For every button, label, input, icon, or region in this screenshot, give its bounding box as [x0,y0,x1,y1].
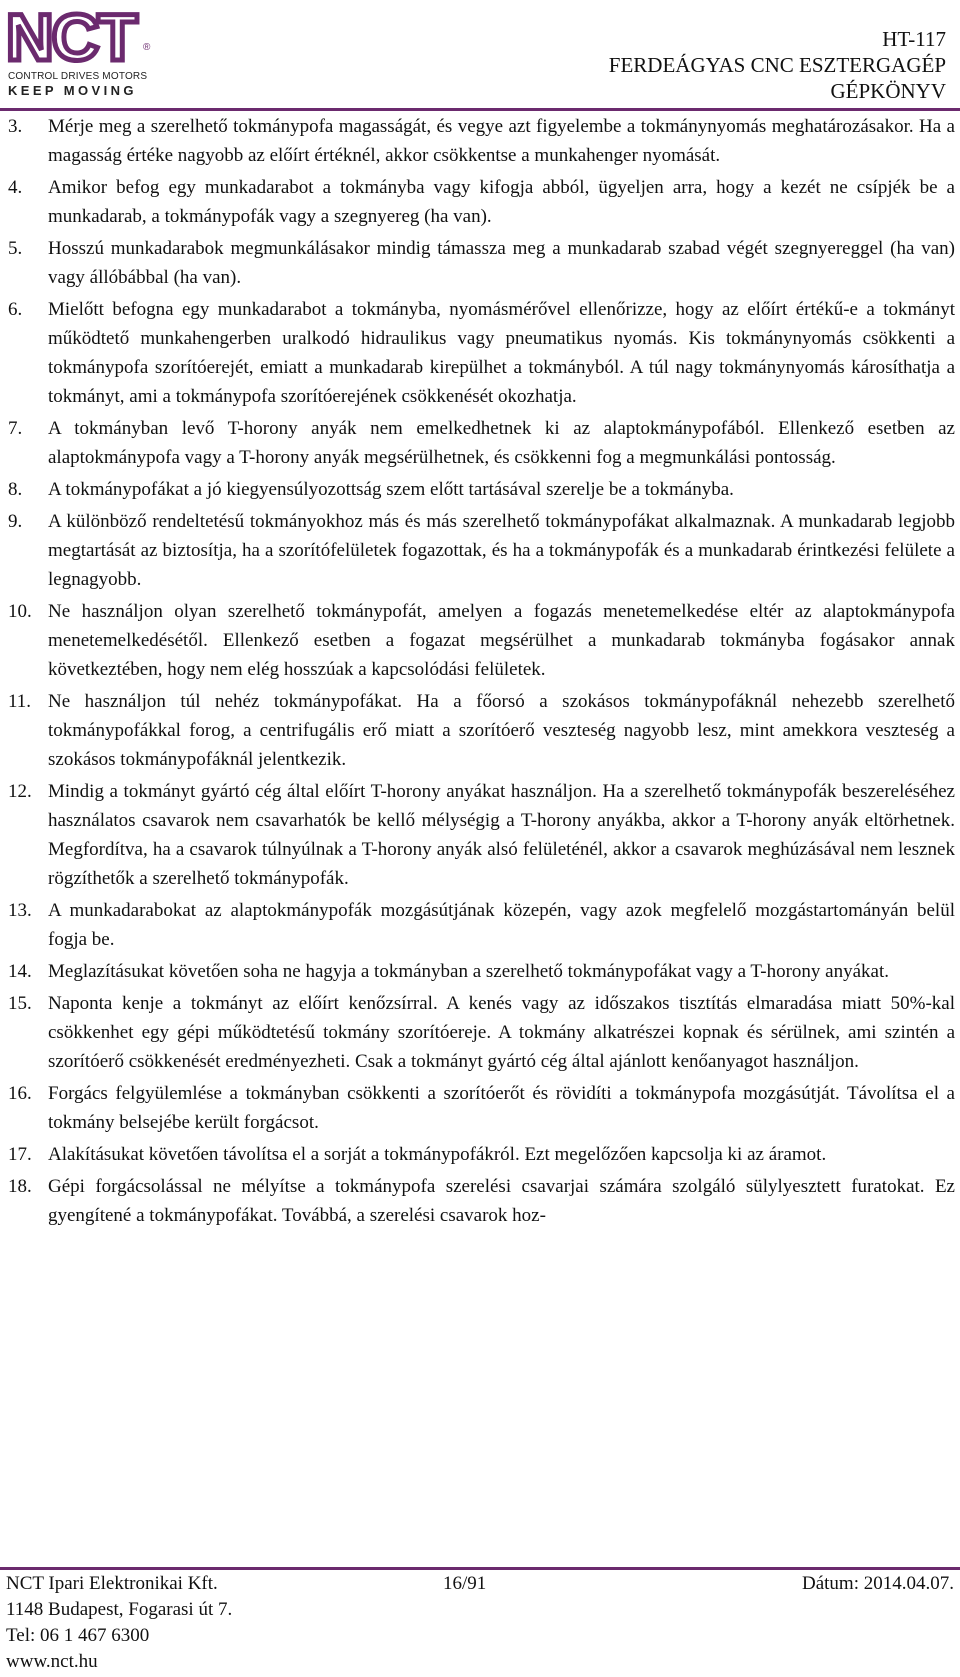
list-item-text: A tokmánypofákat a jó kiegyensúlyozottság szem előtt tartásával szerelje be a tokmányba. [48,479,734,500]
nct-logo-mark [6,4,146,66]
list-item [8,989,955,1076]
logo-slogan: KEEP MOVING [8,83,137,98]
list-item-text: A munkadarabokat az alaptokmánypofák mozgásútjának közepén, vagy azok megfelelő mozgástartományán belül fogja be. [48,900,955,950]
list-item-number: 10. [8,601,32,622]
footer-address: 1148 Budapest, Fogarasi út 7. [6,1599,233,1620]
list-item-number: 13. [8,900,32,921]
list-item-text: Mindig a tokmányt gyártó cég által előírt T-horony anyákat használjon. Ha a szerelhető tokmánypofák beszereléséhez használatos csavarok nem csavarhatók be kellő mélységig a T-horony anyákba, akkor a T-horony anyák eltörhetnek. Megfordítva, ha a csavarok túlnyúlnak a T-horony anyák alsó felületénél, akkor a csavarok meghúzásával nem lesznek rögzíthetők a szerelhető tokmánypofák. [48,781,955,889]
list-item-text: A különböző rendeltetésű tokmányokhoz más és más szerelhető tokmánypofákat alkalmaznak. A munkadarab legjobb megtartását az biztosítja, ha a szorítófelületek fogazottak, és ha a tokmánypofák és a munkadarab érintkezési felülete a legnagyobb. [48,511,955,590]
list-item [8,1140,955,1169]
list-item [8,597,955,684]
document-title-block [609,26,946,104]
list-item [8,687,955,774]
list-item-number: 17. [8,1144,32,1165]
logo-letters: NCT [6,4,136,66]
list-item [8,1172,955,1230]
list-item-number: 9. [8,511,23,532]
list-item-text: Ne használjon túl nehéz tokmánypofákat. Ha a főorsó a szokásos tokmánypofáknál nehezebb szerelhető tokmánypofákkal forog, a centrifugális erő miatt a szorítóerő veszteség nagyobb lesz, mint amekkora veszteség a szokásos tokmánypofáknál jelentkezik. [48,691,955,770]
list-item-number: 3. [8,116,23,137]
list-item-text: Mielőtt befogna egy munkadarabot a tokmányba, nyomásmérővel ellenőrizze, hogy az előírt értékű-e a tokmányt működtető munkahengerben uralkodó hidraulikus vagy pneumatikus nyomás. Kis tokmánynyomás csökkenti a tokmánypofa szorítóerejét, emiatt a munkadarab kirepülhet a tokmányból. A túl nagy tokmánynyomás károsíthatja a tokmányt, ami a tokmánypofa szorítóerejének csökkenését okozhatja. [48,299,955,407]
list-item-text: Amikor befog egy munkadarabot a tokmányba vagy kifogja abból, ügyeljen arra, hogy a kezét ne csípjék be a munkadarab, a tokmánypofák vagy a szegnyereg (ha van). [48,177,955,227]
footer-date: Dátum: 2014.04.07. [802,1573,954,1594]
list-item-number: 6. [8,299,23,320]
footer-website[interactable]: www.nct.hu [6,1651,98,1672]
list-item [8,295,955,411]
doc-name: FERDEÁGYAS CNC ESZTERGAGÉP [608,53,946,77]
list-item [8,475,955,504]
list-item [8,414,955,472]
list-item [8,173,955,231]
footer-company: NCT Ipari Elektronikai Kft. [6,1573,218,1594]
list-item-text: Naponta kenje a tokmányt az előírt kenőzsírral. A kenés vagy az időszakos tisztítás elmaradása miatt 50%-kal csökkenhet egy gépi működtetésű tokmány szorítóereje. A tokmány alkatrészei kopnak és sérülnek, ami szintén a szorítóerő csökkenését eredményezheti. Csak a tokmányt gyártó cég által ajánlott kenőanyagot használjon. [48,993,955,1072]
logo-tagline: CONTROL DRIVES MOTORS [8,71,148,82]
list-item [8,112,955,170]
doc-code: HT-117 [882,27,946,51]
nct-logo [6,4,156,100]
list-item [8,896,955,954]
list-item-number: 15. [8,993,32,1014]
footer-divider [0,1567,960,1570]
list-item-text: Meglazításukat követően soha ne hagyja a tokmányban a szerelhető tokmánypofákat vagy a T-horony anyákat. [48,961,890,982]
list-item-text: Alakításukat követően távolítsa el a sorját a tokmánypofákról. Ezt megelőzően kapcsolja ki az áramot. [48,1144,827,1165]
list-item-text: Mérje meg a szerelhető tokmánypofa magasságát, és vegye azt figyelembe a tokmánynyomás meghatározásakor. Ha a magasság értéke nagyobb az előírt értéknél, akkor csökkentse a munkahenger nyomását. [48,116,955,166]
list-item-text: Forgács felgyülemlése a tokmányban csökkenti a szorítóerőt és rövidíti a tokmánypofa mozgásútját. Távolítsa el a tokmány belsejébe került forgácsot. [48,1083,955,1133]
list-item-text: Hosszú munkadarabok megmunkálásakor mindig támassza meg a munkadarab szabad végét szegnyereggel (ha van) vagy állóbábbal (ha van). [48,238,955,288]
list-item-text: Gépi forgácsolással ne mélyítse a tokmánypofa szerelési csavarjai számára szolgáló sülylyesztett furatokat. Ez gyengítené a tokmánypofákat. Továbbá, a szerelési csavarok hoz- [48,1176,955,1226]
list-item-number: 16. [8,1083,32,1104]
header-divider [0,108,960,111]
list-item [8,1079,955,1137]
list-item [8,777,955,893]
list-item-number: 12. [8,781,32,802]
doc-type: GÉPKÖNYV [830,79,946,103]
list-item-number: 5. [8,238,23,259]
list-item [8,957,955,986]
page-header [0,0,960,108]
footer-page-number: 16/91 [443,1573,487,1594]
logo-registered-mark: ® [143,42,151,53]
list-item-number: 7. [8,418,23,439]
list-item-number: 14. [8,961,32,982]
list-item-text: Ne használjon olyan szerelhető tokmánypofát, amelyen a fogazás menetemelkedése eltér az alaptokmánypofa menetemelkedésétől. Ellenkező esetben a fogazat megsérülhet a munkadarab tokmányba fogásakor annak következtében, hogy nem elég hosszúak a kapcsolódási felületek. [48,601,955,680]
list-item-number: 18. [8,1176,32,1197]
list-item-text: A tokmányban levő T-horony anyák nem emelkedhetnek ki az alaptokmánypofából. Ellenkező esetben az alaptokmánypofa vagy a T-horony anyák megsérülhetnek, és csökkenni fog a megmunkálási pontosság. [48,418,955,468]
list-item-number: 4. [8,177,23,198]
list-item [8,507,955,594]
footer-phone: Tel: 06 1 467 6300 [6,1625,150,1646]
list-item-number: 11. [8,691,32,712]
numbered-list [8,112,955,1233]
list-item-number: 8. [8,479,23,500]
list-item [8,234,955,292]
